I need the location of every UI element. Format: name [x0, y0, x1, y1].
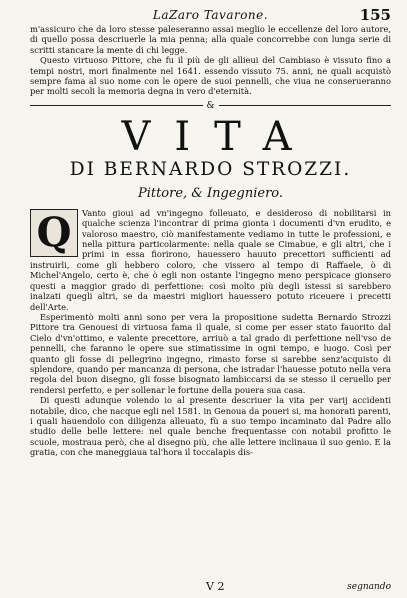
body-paragraph-1: Vanto gioui ad vn'ingegno folleuato, e desideroso di nobilitarsi in qualche scienza l'incontrar di prima gionta i documenti d'vn erudito, e valoroso maestro, ciò manifestamente vediamo in tutte le professioni, e nella pittura particolarmente: nella quale se Cimabue, e gli altri, che i primi in essa fiorirono, hauessero hauuto precettori sufficienti ad instruirli, come gli hebbero coloro, che vissero al tempo di Raffaele, ò di Michel'Angelo, certo è, che ò egli non ostante l'ingegno meno perspicace gionsero questi a maggior grado di perfettione: così molto più degli istessi si sarebbero inalzati quegli altri, se da maestri migliori hauessero potuto riceuere i precetti dell'Arte.	[30, 207, 391, 312]
dropcap-letter: Q	[36, 208, 72, 256]
body-paragraph-2: Esperimentò molti anni sono per vera la propositione sudetta Bernardo Strozzi Pittore tra Genouesi di virtuosa fama il quale, si come per esser stato fauorito dal Cielo d'vn'ottimo, e valente precettore, arriuò a tal grado di perfettione nell'vso de pennelli, che faranno le opere sue stimatissime in ogni tempo, e luogo. Così per quanto gli fosse di pellegrino ingegno, rimasto forse si sarebbe senz'acquisto di splendore, quando per mancanza di persona, che istradar l'hauesse potuto nella vera regola del buon disegno, gli fosse bisognato lambiccarsi da se stesso il ceruello per rendersi perfetto, e per sollenar le fortune della pouera sua casa.	[30, 311, 391, 395]
ornamental-rule	[30, 101, 391, 111]
body-paragraph-3: Di questi adunque volendo io al presente descriuer la vita per varij accidenti notabile, dico, che nacque egli nel 1581. in Genoua da poueri si, ma honorati parenti, i quali hauendolo con diligenza alleuato, fù a suo tempo incaminato dal Padre allo studio delle belle lettere: nel quale benche frequentasse con notabil profitto le scuole, mostraua però, che al disegno più, che alle lettere inclinaua il suo genio. E la gratia, con che maneggiaua tal'hora il toccalapis dis-	[30, 395, 391, 458]
page-header	[30, 8, 391, 24]
rule-line-right	[219, 105, 392, 106]
intro-paragraph-1: m'assicuro che da loro stesse paleseranno assai meglio le eccellenze del loro autore, di quello possa descriuerle la mia penna; alla quale concorrebbe con lunga serie di scritti stancare la mente di chi legge.	[30, 24, 391, 55]
signature-mark: V 2	[206, 580, 225, 593]
decorated-initial-icon	[30, 209, 78, 257]
page-number: 155	[359, 6, 391, 24]
running-title: LaZaro Tavarone.	[152, 8, 269, 22]
page-footer	[30, 582, 391, 592]
section-title-vita: VITA	[121, 113, 316, 160]
section-subtitle: Pittore, & Ingegniero.	[137, 185, 284, 201]
intro-paragraph-2: Questo virtuoso Pittore, che fu il più de gli allieui del Cambiaso è vissuto fino a tempi nostri, mori finalmente nel 1641. essendo vissuto 75. anni, ne quali acquistò sempre fama al suo nome con le opere de suoi pennelli, che viua ne conserueranno per molti secoli la memoria degna in vero d'eternità.	[30, 55, 391, 97]
body-text	[30, 208, 391, 458]
section-title-name: DI BERNARDO STROZZI.	[69, 158, 352, 180]
ornament-icon: &	[206, 100, 215, 111]
catchword: segnando	[347, 582, 391, 592]
rule-line-left	[30, 105, 203, 106]
